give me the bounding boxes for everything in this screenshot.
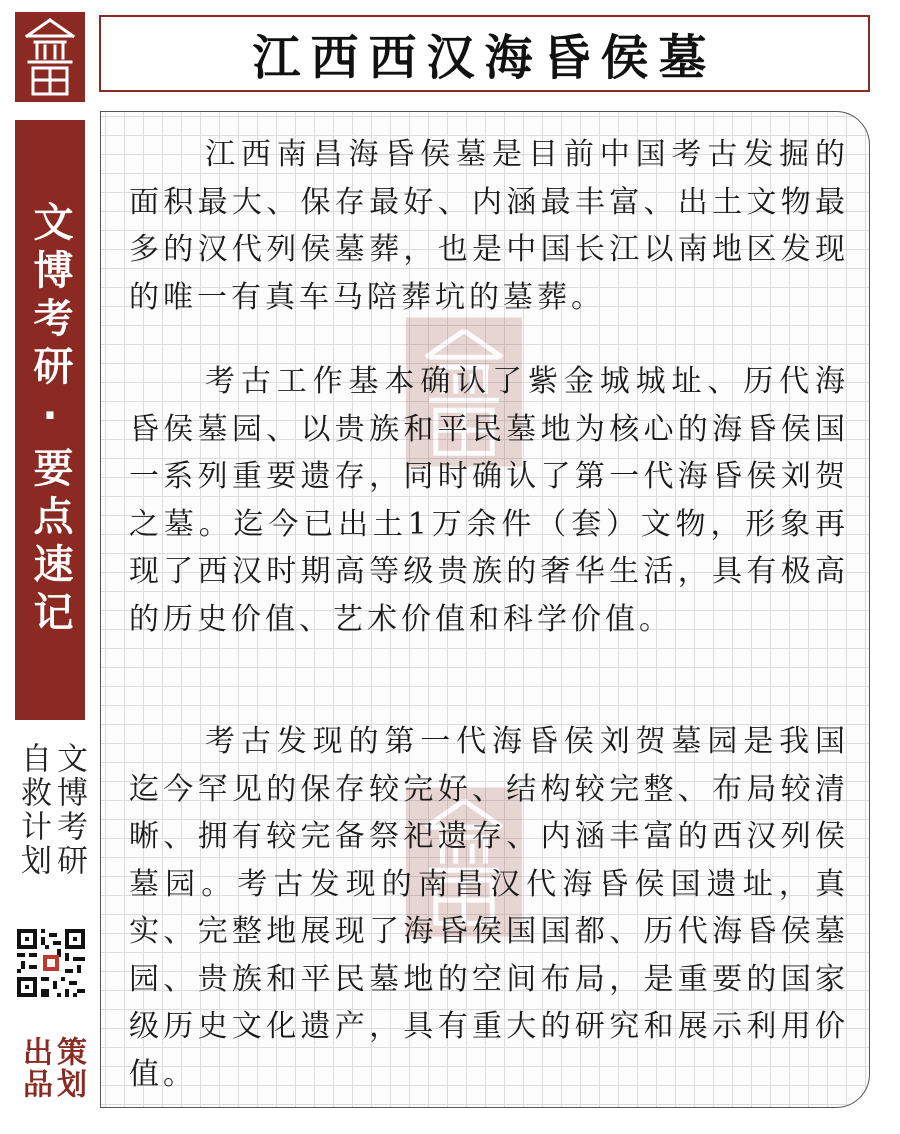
seal-logo-icon <box>15 12 85 102</box>
account-name-col-1: 文博考研 <box>51 742 87 878</box>
producer-col-2: 出品 <box>17 1036 52 1100</box>
qr-code[interactable] <box>17 929 85 997</box>
title-bar <box>99 15 870 92</box>
content-panel <box>100 111 870 1108</box>
banner-dot: · <box>27 393 73 447</box>
banner-line-1: 文博考研 <box>27 201 73 393</box>
paragraph-1: 江西南昌海昏侯墓是目前中国考古发掘的面积最大、保存最好、内涵最丰富、出土文物最多的汉代列侯墓葬，也是中国长江以南地区发现的唯一有真车马陪葬坑的墓葬。 <box>129 137 849 315</box>
page-title: 江西西汉海昏侯墓 <box>252 30 717 86</box>
paragraph-2: 考古工作基本确认了紫金城城址、历代海昏侯墓园、以贵族和平民墓地为核心的海昏侯国一系列重要遗存，同时确认了第一代海昏侯刘贺之墓。迄今已出土1万余件（套）文物，形象再现了西汉时期高等级贵族的奢华生活，具有极高的历史价值、艺术价值和科学价值。 <box>129 364 849 637</box>
paragraph-3: 考古发现的第一代海昏侯刘贺墓园是我国迄今罕见的保存较完好、结构较完整、布局较清晰、拥有较完备祭祀遗存、内涵丰富的西汉列侯墓园。考古发现的南昌汉代海昏侯国遗址，真实、完整地展现了海昏侯国国都、历代海昏侯墓园、贵族和平民墓地的空间布局，是重要的国家级历史文化遗产，具有重大的研究和展示利用价值。 <box>129 724 849 1092</box>
producer-col-1: 策划 <box>51 1036 86 1100</box>
side-banner <box>15 120 85 720</box>
producer-credit <box>16 1036 86 1116</box>
banner-line-2: 要点速记 <box>27 447 73 639</box>
account-name <box>16 742 86 912</box>
account-name-col-2: 自救计划 <box>15 742 51 878</box>
